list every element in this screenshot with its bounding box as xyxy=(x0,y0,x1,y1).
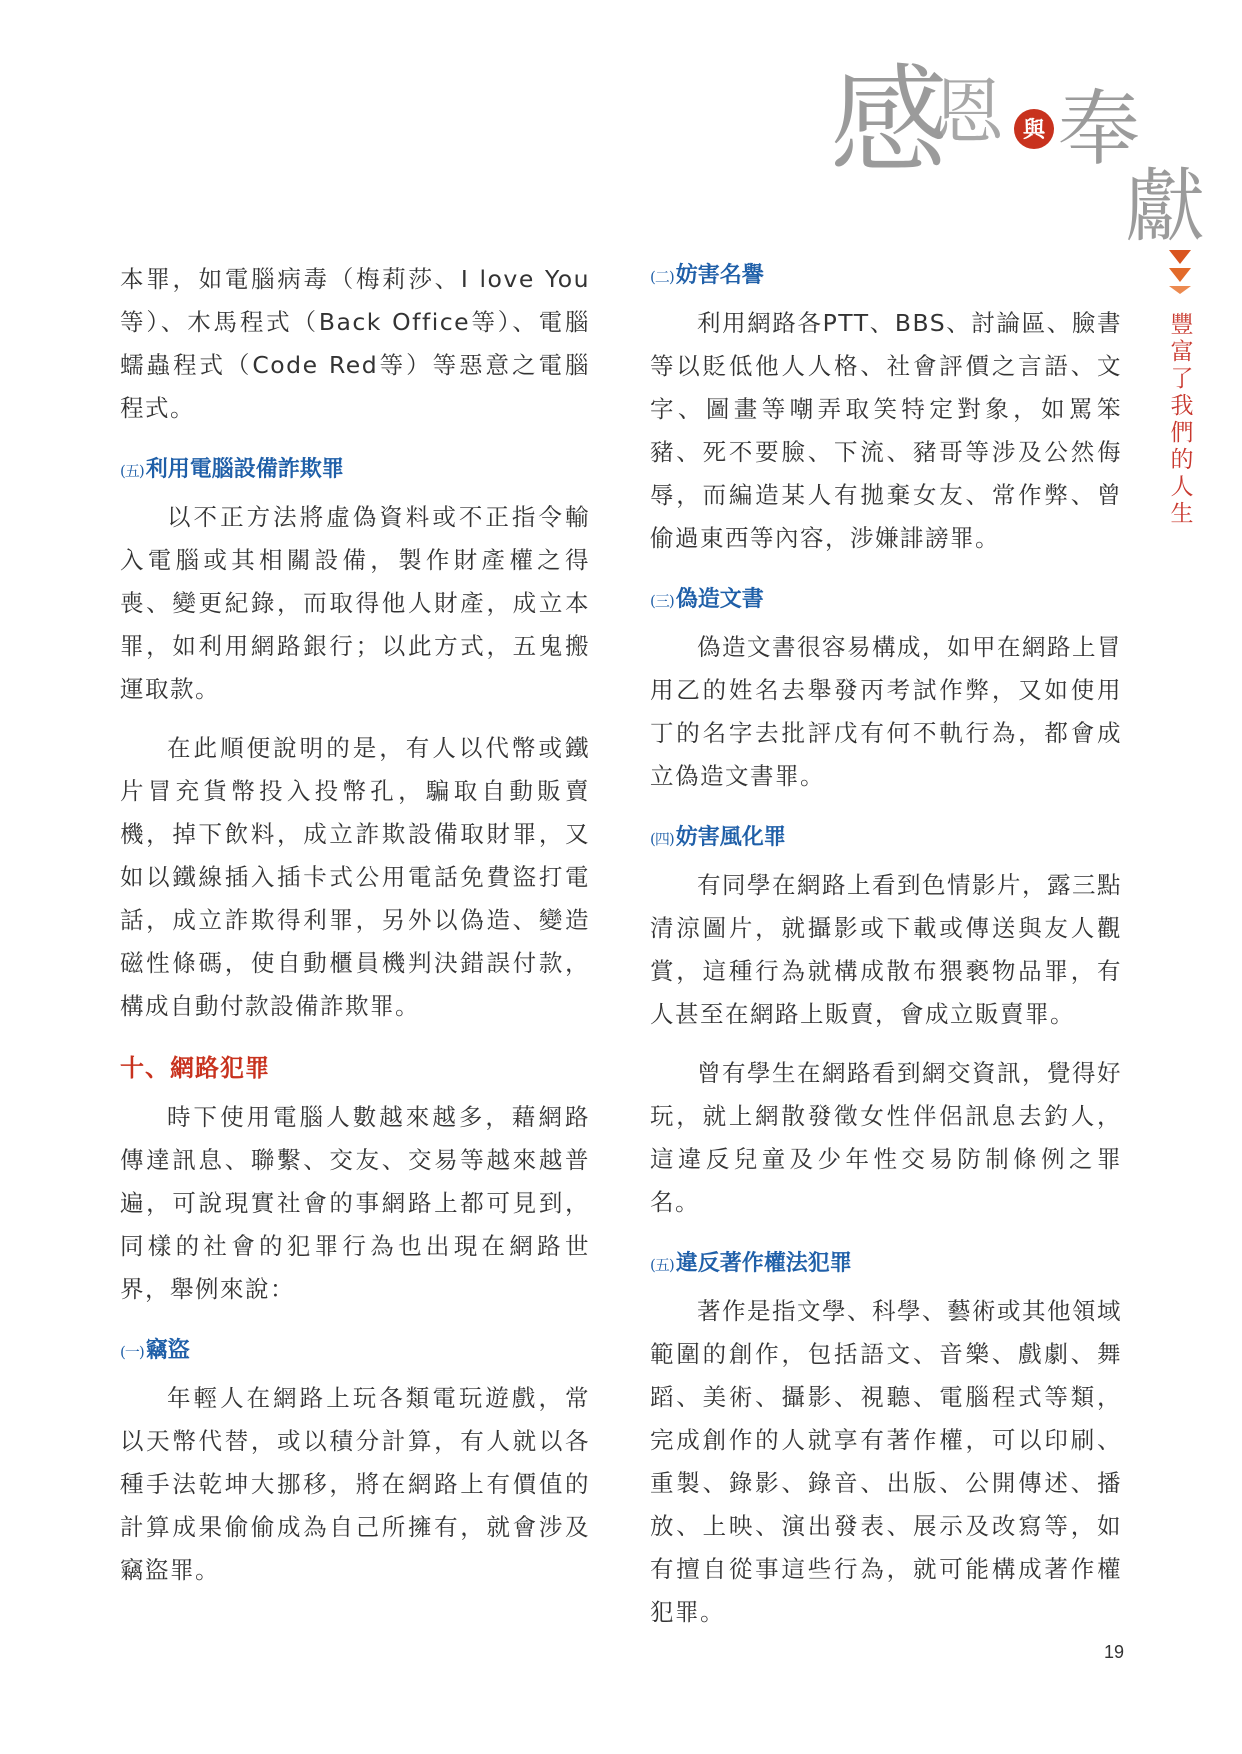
right-column xyxy=(650,258,1122,1634)
paragraph: 以不正方法將虛偽資料或不正指令輸入電腦或其相關設備，製作財產權之得喪、變更紀錄，而取得他人財產，成立本罪，如利用網路銀行；以此方式，五鬼搬運取款。 xyxy=(120,503,590,703)
calligraphy-char-2: 恩 xyxy=(932,70,1005,154)
subheading-number: (四) xyxy=(650,830,674,848)
paragraph: 偽造文書很容易構成，如甲在網路上冒用乙的姓名去舉發丙考試作弊，又如使用丁的名字去批評戊有何不軌行為，都會成立偽造文書罪。 xyxy=(650,633,1122,790)
triangle-icon xyxy=(1169,250,1191,264)
section-heading: 十、網路犯罪 xyxy=(120,1054,270,1082)
subheading-number: (二) xyxy=(650,268,674,286)
triangle-icon xyxy=(1169,286,1191,294)
paragraph: 時下使用電腦人數越來越多，藉網路傳達訊息、聯繫、交友、交易等越來越普遍，可說現實社會的事網路上都可見到，同樣的社會的犯罪行為也出現在網路世界，舉例來說： xyxy=(120,1103,590,1303)
subheading xyxy=(650,1246,1122,1282)
calligraphy-char-4: 獻 xyxy=(1125,160,1205,252)
subheading-title: 妨害名譽 xyxy=(675,262,764,288)
subheading-title: 竊盜 xyxy=(145,1337,190,1363)
side-tab xyxy=(1160,250,1200,528)
side-tab-text: 豐富了我們的人生 xyxy=(1166,312,1193,528)
subheading xyxy=(650,258,1122,294)
calligraphy-title-art xyxy=(820,22,1220,252)
paragraph: 著作是指文學、科學、藝術或其他領域範圍的創作，包括語文、音樂、戲劇、舞蹈、美術、攝影、視聽、電腦程式等類，完成創作的人就享有著作權，可以印刷、重製、錄影、錄音、出版、公開傳述、播放、上映、演出發表、展示及改寫等，如有擅自從事這些行為，就可能構成著作權犯罪。 xyxy=(650,1297,1122,1626)
paragraph: 在此順便說明的是，有人以代幣或鐵片冒充貨幣投入投幣孔，騙取自動販賣機，掉下飲料，成立詐欺設備取財罪，又如以鐵線插入插卡式公用電話免費盜打電話，成立詐欺得利罪，另外以偽造、變造磁性條碼，使自動櫃員機判決錯誤付款，構成自動付款設備詐欺罪。 xyxy=(120,734,590,1020)
calligraphy-char-3: 奉 xyxy=(1058,82,1141,177)
subheading-number: (一) xyxy=(120,1343,144,1361)
page-number: 19 xyxy=(1104,1642,1125,1662)
subheading-number: (三) xyxy=(650,592,674,610)
calligraphy-header xyxy=(820,22,1220,252)
left-column xyxy=(120,258,590,1592)
paragraph: 曾有學生在網路看到網交資訊，覺得好玩，就上網散發徵女性伴侶訊息去釣人，這違反兒童及少年性交易防制條例之罪名。 xyxy=(650,1059,1122,1216)
subheading-title: 妨害風化罪 xyxy=(675,824,786,850)
subheading-title: 偽造文書 xyxy=(675,586,764,612)
paragraph: 利用網路各PTT、BBS、討論區、臉書等以貶低他人人格、社會評價之言語、文字、圖畫等嘲弄取笑特定對象，如罵笨豬、死不要臉、下流、豬哥等涉及公然侮辱，而編造某人有拋棄女友、常作弊、曾偷過東西等內容，涉嫌誹謗罪。 xyxy=(650,309,1122,552)
seal-char: 與 xyxy=(1022,117,1046,143)
calligraphy-char-1: 感 xyxy=(830,52,949,190)
paragraph: 本罪，如電腦病毒（梅莉莎、I love You等）、木馬程式（Back Office等）、電腦蠕蟲程式（Code Red等）等惡意之電腦程式。 xyxy=(120,265,590,422)
subheading-number: (五) xyxy=(120,462,144,480)
subheading xyxy=(650,820,1122,856)
subheading-title: 違反著作權法犯罪 xyxy=(675,1250,852,1276)
paragraph: 年輕人在網路上玩各類電玩遊戲，常以天幣代替，或以積分計算，有人就以各種手法乾坤大挪移，將在網路上有價值的計算成果偷偷成為自己所擁有，就會涉及竊盜罪。 xyxy=(120,1384,590,1584)
subheading xyxy=(120,452,590,488)
subheading xyxy=(120,1333,590,1369)
subheading-number: (五) xyxy=(650,1256,674,1274)
triangle-icon xyxy=(1169,268,1191,282)
paragraph: 有同學在網路上看到色情影片，露三點清涼圖片，就攝影或下載或傳送與友人觀賞，這種行為就構成散布猥褻物品罪，有人甚至在網路上販賣，會成立販賣罪。 xyxy=(650,871,1122,1028)
subheading-title: 利用電腦設備詐欺罪 xyxy=(145,456,344,482)
subheading xyxy=(650,582,1122,618)
